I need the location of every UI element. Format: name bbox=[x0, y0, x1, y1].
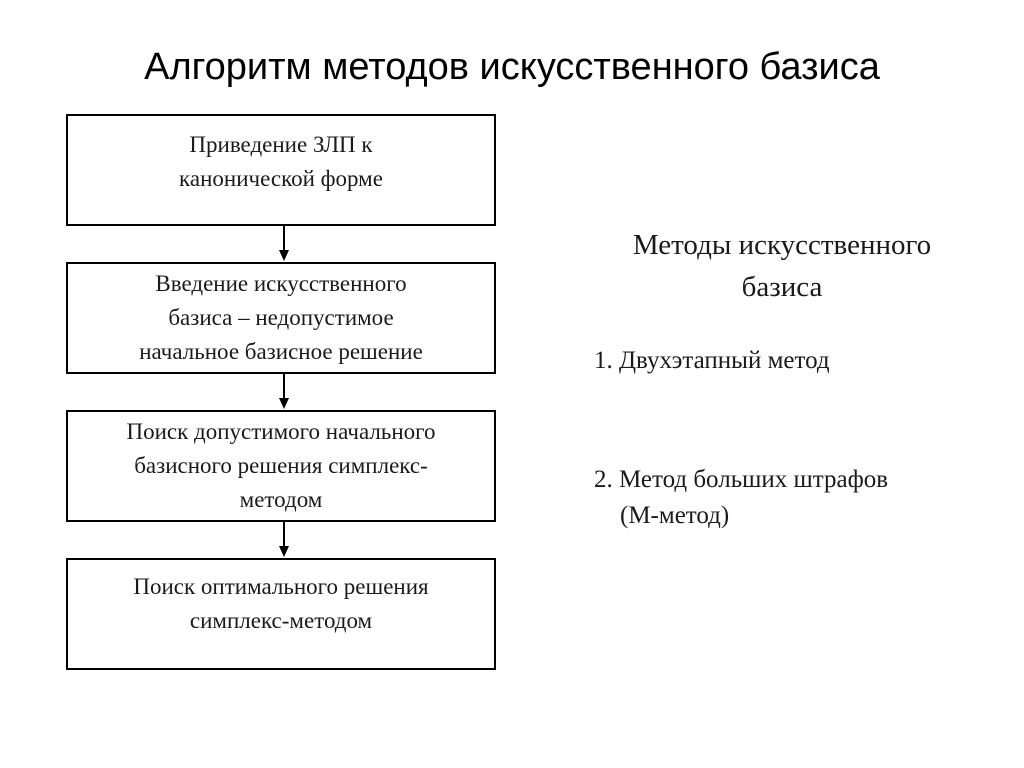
flow-arrow-3 bbox=[274, 522, 294, 558]
flow-step-label: Поиск оптимального решения симплекс-методом bbox=[133, 574, 429, 633]
method-item-big-m: 2. Метод больших штрафов bbox=[594, 466, 889, 493]
flow-step-artificial-basis bbox=[66, 262, 496, 374]
flow-arrow-1 bbox=[274, 226, 294, 262]
flow-step-label: Приведение ЗЛП к канонической форме bbox=[179, 132, 383, 191]
flow-arrow-2 bbox=[274, 374, 294, 410]
method-item-big-m-note: (М-метод) bbox=[620, 502, 730, 529]
flow-step-label: Поиск допустимого начального базисного решения симплекс- методом bbox=[126, 419, 436, 512]
flow-step-optimal-solution bbox=[66, 558, 496, 670]
slide-title: Алгоритм методов искусственного базиса bbox=[144, 46, 880, 88]
flow-step-label: Введение искусственного базиса – недопустимое начальное базисное решение bbox=[139, 271, 423, 364]
method-item-two-phase: 1. Двухэтапный метод bbox=[594, 347, 830, 374]
methods-heading: Методы искусственного базиса bbox=[632, 229, 932, 303]
flow-step-feasible-solution bbox=[66, 410, 496, 522]
flow-step-canonical-form bbox=[66, 114, 496, 226]
